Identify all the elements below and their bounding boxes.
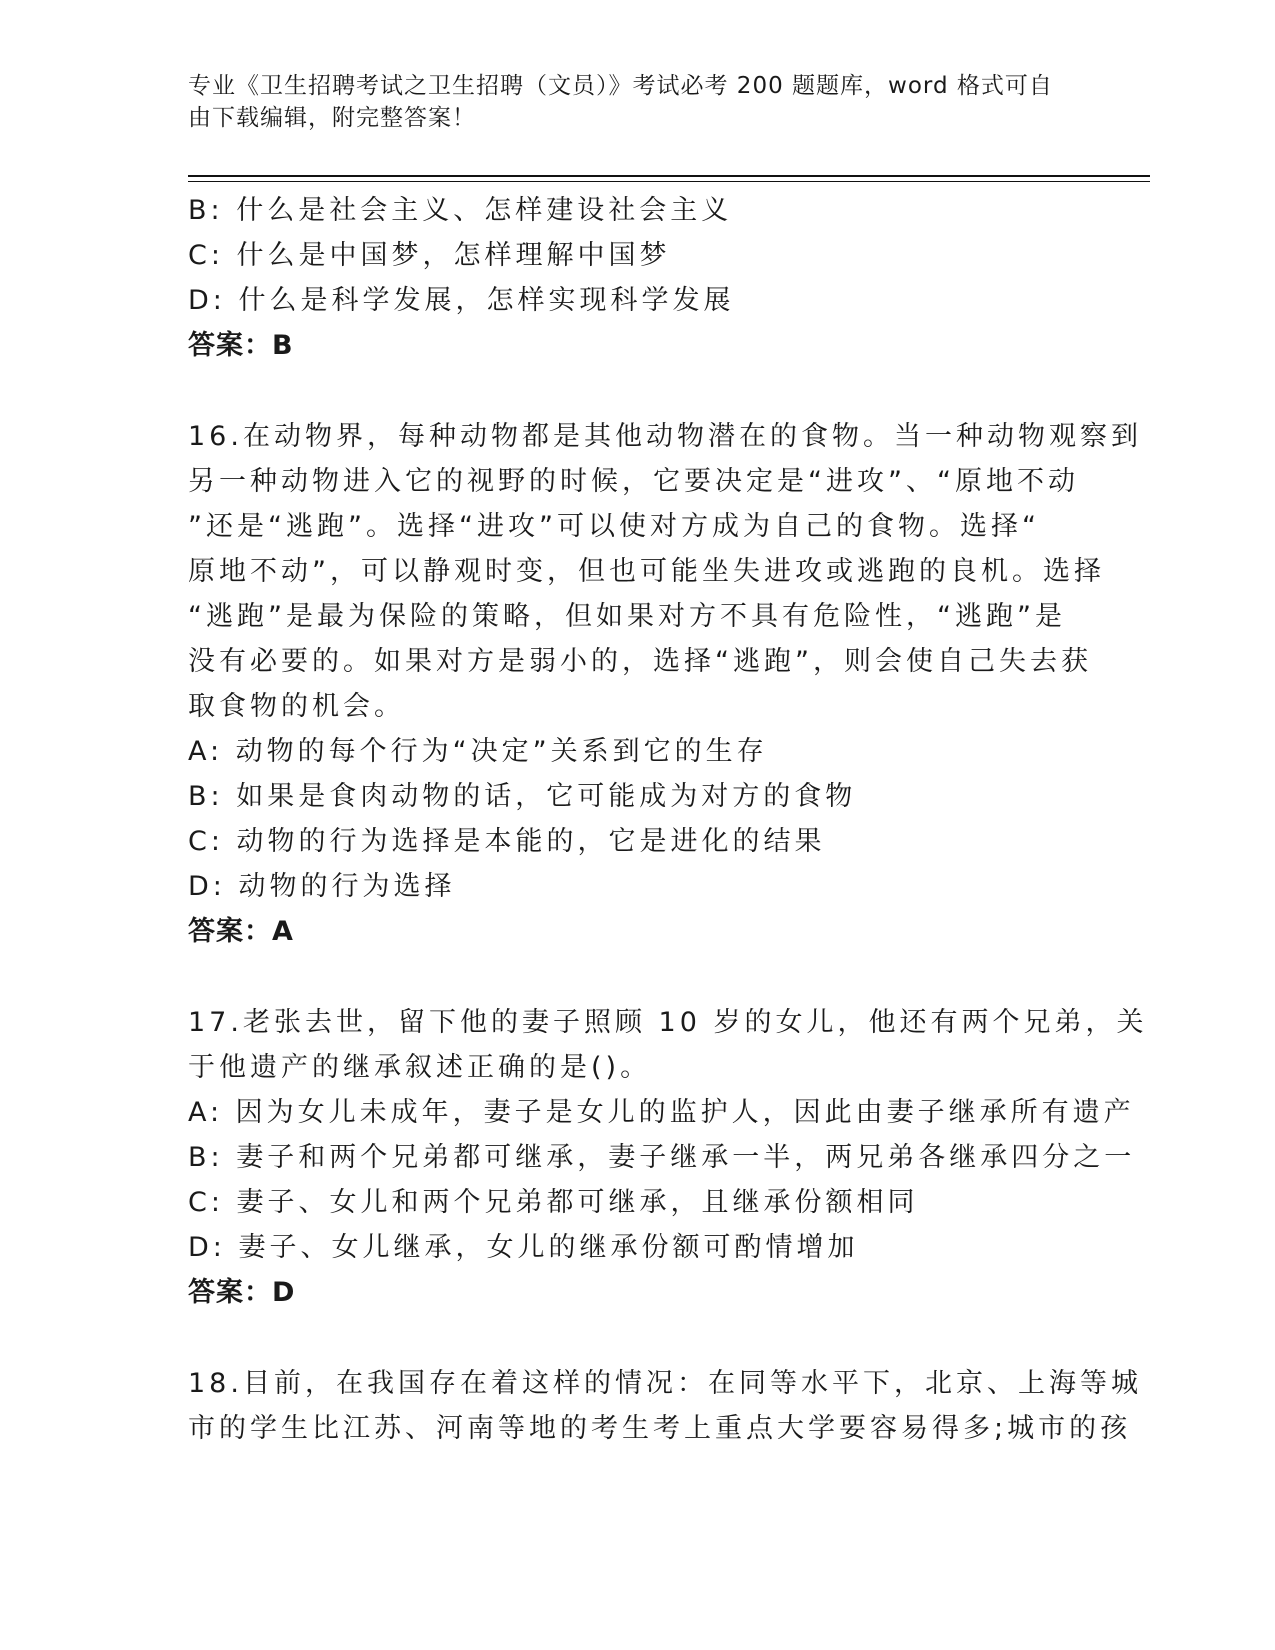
option-d: D: 动物的行为选择 [188,871,456,902]
spacer [188,368,1088,414]
option-a: A: 动物的每个行为“决定”关系到它的生存 [188,736,768,767]
question-line: 16.在动物界，每种动物都是其他动物潜在的食物。当一种动物观察到 [188,421,1142,452]
spacer [188,1315,1088,1361]
spacer [188,954,1088,1000]
question-line: 原地不动”，可以静观时变，但也可能坐失进攻或逃跑的良机。选择 [188,556,1105,587]
option-b: B: 妻子和两个兄弟都可继承，妻子继承一半，两兄弟各继承四分之一 [188,1142,1136,1173]
question-line: 于他遗产的继承叙述正确的是()。 [188,1052,652,1083]
option-c: C: 动物的行为选择是本能的，它是进化的结果 [188,826,826,857]
option-c: C: 妻子、女儿和两个兄弟都可继承，且继承份额相同 [188,1187,919,1218]
question-17 [188,1000,1148,1315]
question-line: 另一种动物进入它的视野的时候，它要决定是“进攻”、“原地不动 [188,466,1079,497]
question-text [188,1000,1148,1090]
question-line: 18.目前，在我国存在着这样的情况：在同等水平下，北京、上海等城 [188,1368,1142,1399]
option-d: D: 什么是科学发展，怎样实现科学发展 [188,285,735,316]
question-16 [188,414,1142,954]
question-text [188,1361,1142,1451]
option-d: D: 妻子、女儿继承，女儿的继承份额可酌情增加 [188,1232,859,1263]
page-header [188,70,1068,134]
question-line: 取食物的机会。 [188,691,405,722]
header-line-1: 专业《卫生招聘考试之卫生招聘（文员）》考试必考 200 题题库，word 格式可自 [188,73,1053,99]
option-c: C: 什么是中国梦，怎样理解中国梦 [188,240,671,271]
header-divider-thick [188,175,1150,177]
option-b: B: 什么是社会主义、怎样建设社会主义 [188,195,733,226]
question-15 [188,188,1088,368]
question-line: ”还是“逃跑”。选择“进攻”可以使对方成为自己的食物。选择“ [188,511,1040,542]
question-line: 17.老张去世，留下他的妻子照顾 10 岁的女儿，他还有两个兄弟，关 [188,1007,1148,1038]
answer-label: 答案：A [188,916,294,947]
question-content [188,188,1148,1451]
answer-label: 答案：D [188,1277,296,1308]
option-b: B: 如果是食肉动物的话，它可能成为对方的食物 [188,781,857,812]
header-divider-thin [188,181,1150,182]
answer-label: 答案：B [188,330,294,361]
question-line: 市的学生比江苏、河南等地的考生考上重点大学要容易得多;城市的孩 [188,1413,1132,1444]
header-line-2: 由下载编辑，附完整答案！ [188,105,476,131]
question-line: “逃跑”是最为保险的策略，但如果对方不具有危险性，“逃跑”是 [188,601,1066,632]
question-text [188,414,1142,729]
question-18 [188,1361,1142,1451]
question-line: 没有必要的。如果对方是弱小的，选择“逃跑”，则会使自己失去获 [188,646,1092,677]
option-a: A: 因为女儿未成年，妻子是女儿的监护人，因此由妻子继承所有遗产 [188,1097,1135,1128]
